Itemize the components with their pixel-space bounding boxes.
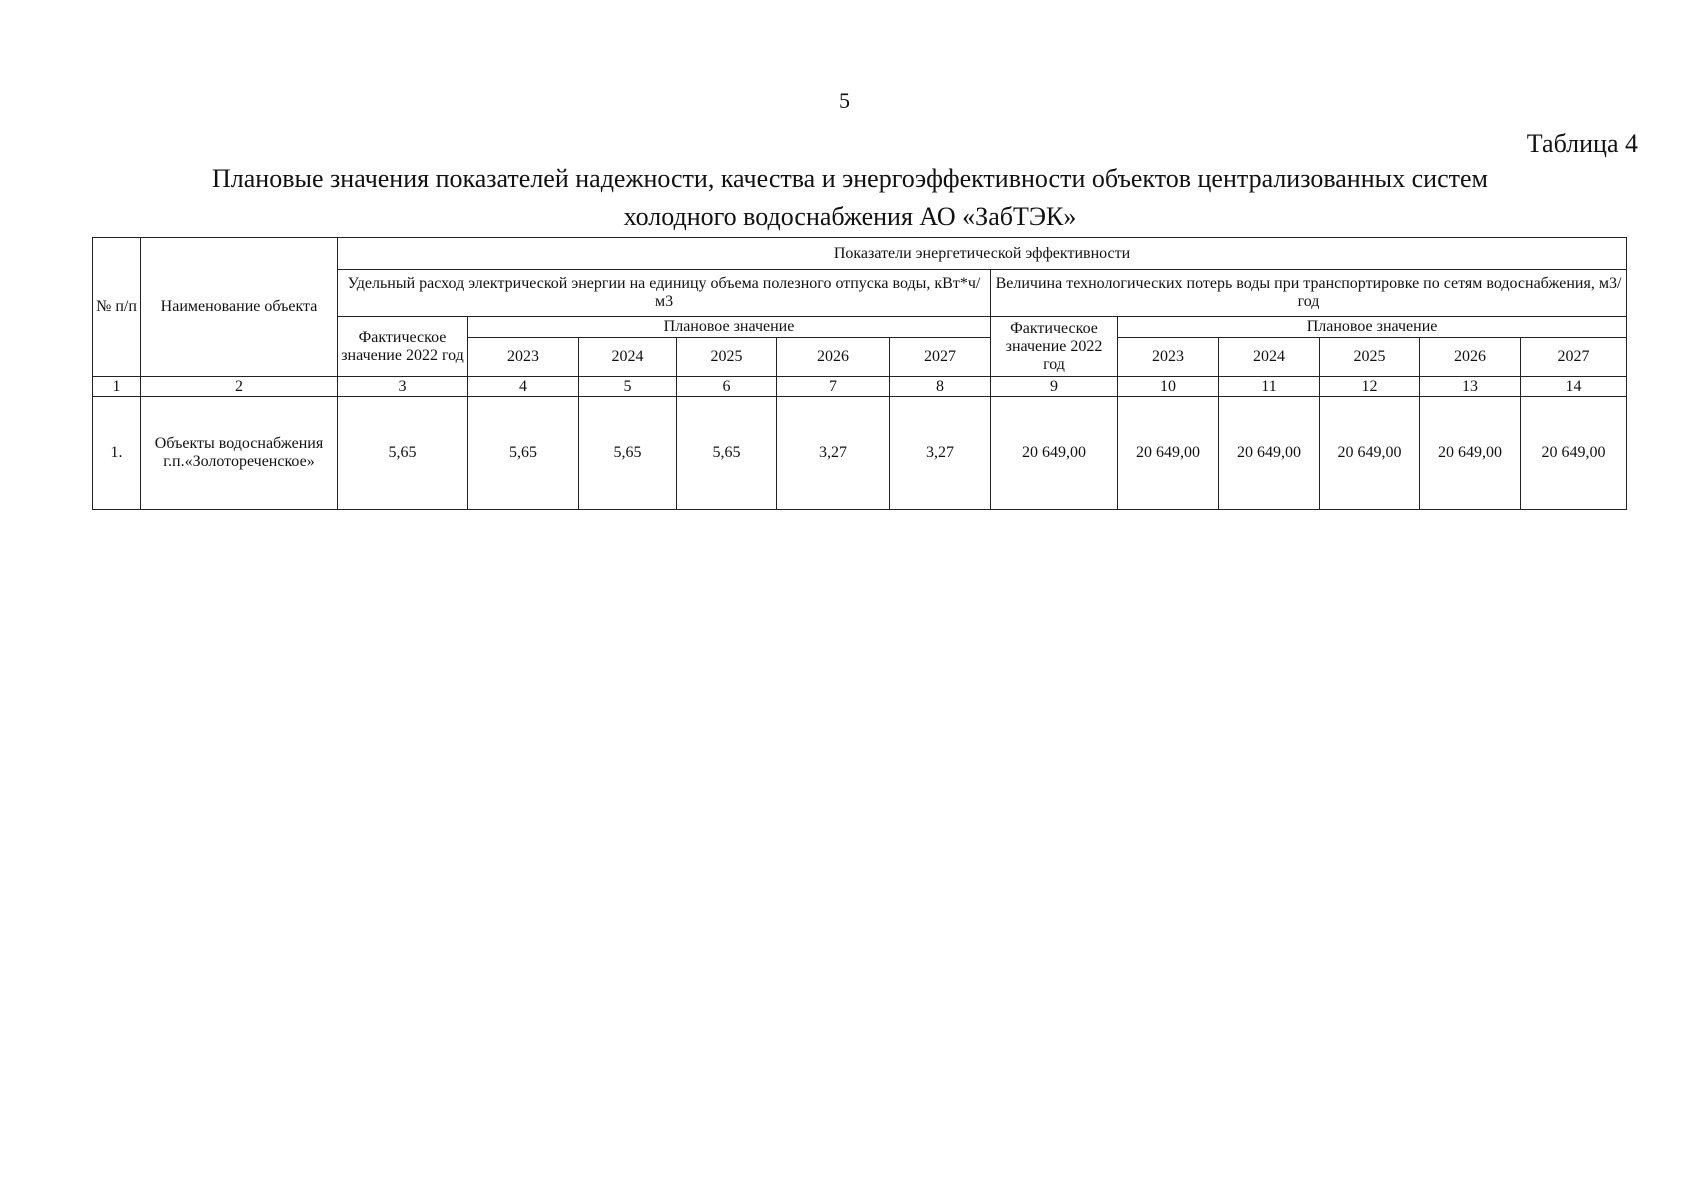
column-number: 3: [338, 377, 468, 397]
column-number: 2: [141, 377, 338, 397]
column-number-row: [93, 377, 1627, 397]
page-number: 5: [839, 88, 850, 113]
value-cell: 20 649,00: [991, 397, 1118, 510]
value-cell: 20 649,00: [1118, 397, 1219, 510]
value-cell: 5,65: [338, 397, 468, 510]
header-energy-efficiency: Показатели энергетической эффективности: [338, 238, 1627, 270]
value-cell: 20 649,00: [1219, 397, 1320, 510]
column-number: 9: [991, 377, 1118, 397]
value-cell: 20 649,00: [1521, 397, 1627, 510]
header-year: 2027: [1521, 338, 1627, 377]
header-plan-losses: Плановое значение: [1118, 317, 1627, 338]
header-year: 2024: [1219, 338, 1320, 377]
value-cell: 3,27: [777, 397, 890, 510]
column-number: 8: [890, 377, 991, 397]
title-line-2: холодного водоснабжения АО «ЗабТЭК»: [623, 202, 1077, 231]
column-number: 1: [93, 377, 141, 397]
header-water-losses: Величина технологических потерь воды при транспортировке по сетям водоснабжения, м3/год: [991, 270, 1627, 317]
header-fact-2022-losses: Фактическое значение 2022 год: [991, 317, 1118, 377]
header-year: 2023: [468, 338, 579, 377]
value-cell: 5,65: [579, 397, 677, 510]
title-line-1: Плановые значения показателей надежности, качества и энергоэффективности объектов централизованных систем: [212, 164, 1488, 193]
column-number: 14: [1521, 377, 1627, 397]
header-electricity-consumption: Удельный расход электрической энергии на единицу объема полезного отпуска воды, кВт*ч/м3: [338, 270, 991, 317]
header-year: 2025: [677, 338, 777, 377]
value-cell: 5,65: [468, 397, 579, 510]
header-year: 2024: [579, 338, 677, 377]
value-cell: 20 649,00: [1320, 397, 1420, 510]
row-number: 1.: [93, 397, 141, 510]
header-year: 2026: [777, 338, 890, 377]
table-row: [93, 397, 1627, 510]
header-fact-2022-electricity: Фактическое значение 2022 год: [338, 317, 468, 377]
header-year: 2025: [1320, 338, 1420, 377]
header-year: 2027: [890, 338, 991, 377]
column-number: 6: [677, 377, 777, 397]
column-number: 12: [1320, 377, 1420, 397]
header-object-name: Наименование объекта: [141, 238, 338, 377]
table-label: Таблица 4: [1526, 129, 1638, 158]
document-title: [150, 160, 1550, 236]
column-number: 4: [468, 377, 579, 397]
object-name: Объекты водоснабжения г.п.«Золотореченское»: [141, 397, 338, 510]
header-no: № п/п: [93, 238, 141, 377]
header-plan-electricity: Плановое значение: [468, 317, 991, 338]
column-number: 10: [1118, 377, 1219, 397]
column-number: 11: [1219, 377, 1320, 397]
value-cell: 5,65: [677, 397, 777, 510]
indicators-table: [92, 237, 1627, 510]
value-cell: 20 649,00: [1420, 397, 1521, 510]
column-number: 5: [579, 377, 677, 397]
column-number: 13: [1420, 377, 1521, 397]
column-number: 7: [777, 377, 890, 397]
header-year: 2026: [1420, 338, 1521, 377]
header-year: 2023: [1118, 338, 1219, 377]
value-cell: 3,27: [890, 397, 991, 510]
